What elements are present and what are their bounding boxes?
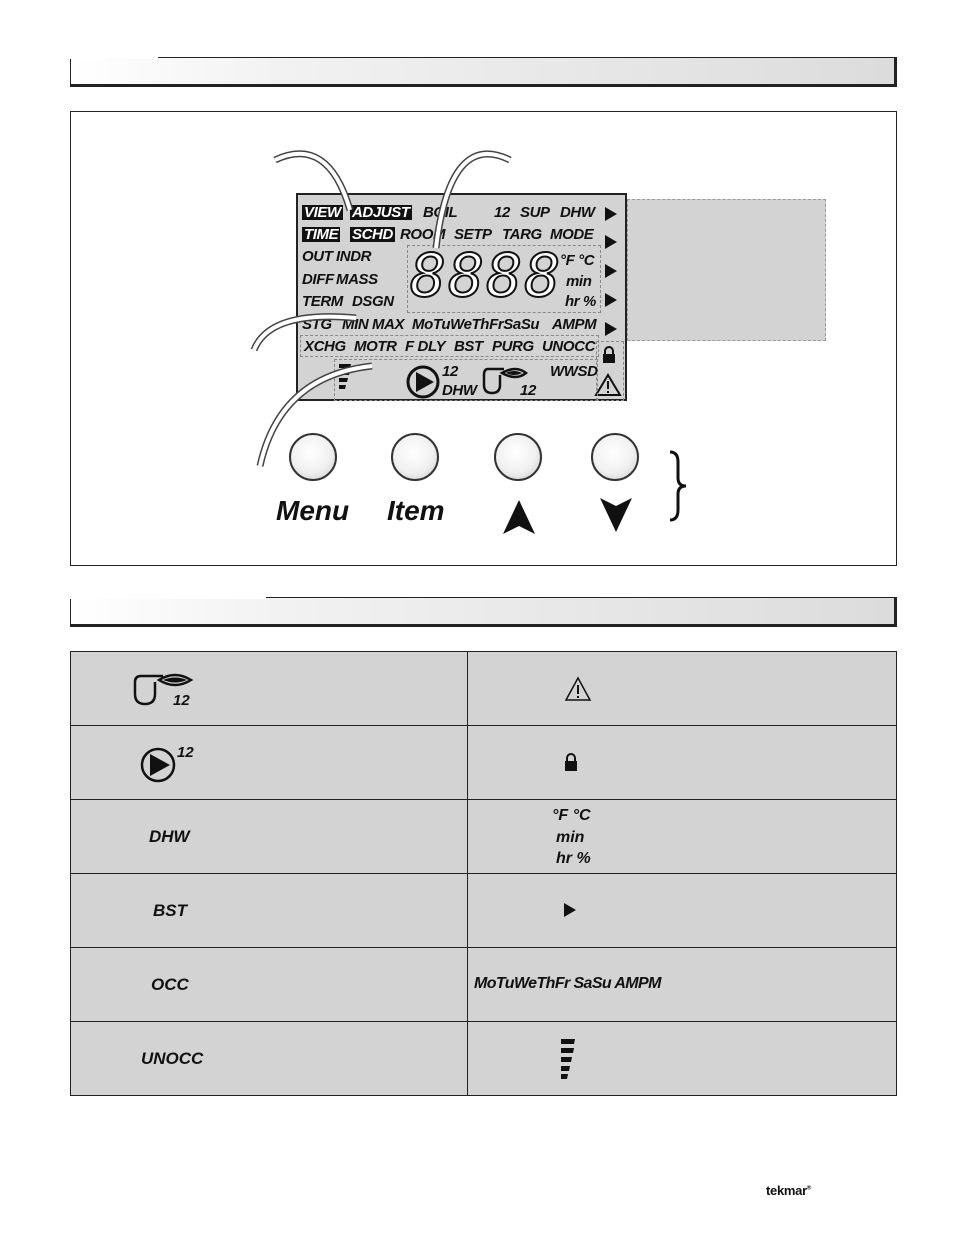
lcd-pointer-3-icon (605, 264, 617, 278)
up-arrow-icon (499, 496, 539, 536)
dhw-symbol: DHW (149, 827, 190, 846)
lcd-room: ROOM (400, 226, 446, 243)
table-row (71, 652, 897, 726)
brand-logo: tekmar® (766, 1183, 811, 1198)
symbol-cell (468, 1022, 897, 1096)
symbol-cell (468, 948, 897, 1022)
lcd-pointer-1-icon (605, 207, 617, 221)
lcd-pointer-2-icon (605, 235, 617, 249)
lcd-pointer-4-icon (605, 293, 617, 307)
lcd-pump-num: 12 (442, 363, 458, 380)
lcd-wwsd: WWSD (550, 363, 598, 380)
pointer-triangle-icon (564, 903, 576, 917)
item-button[interactable] (391, 433, 439, 481)
section-header-symbols (70, 597, 897, 627)
symbol-cell (468, 874, 897, 948)
lcd-diff: DIFF (302, 271, 334, 288)
section-header-display (70, 57, 897, 87)
lcd-digits: 8888 (410, 241, 563, 311)
lcd-mode: MODE (550, 226, 594, 243)
burner-num: 12 (173, 692, 190, 709)
lcd-indr: INDR (336, 248, 372, 265)
units-hr-symbol: hr % (556, 850, 591, 867)
lcd-schd: SCHD (352, 226, 393, 243)
lcd-view: VIEW (304, 204, 341, 221)
lcd-boil: BOIL (423, 204, 458, 221)
lcd-bottom-dhw: DHW (442, 382, 477, 399)
lcd-dhw: DHW (560, 204, 595, 221)
lcd-adjust: ADJUST (352, 204, 410, 221)
lcd-pointer-5-icon (605, 322, 617, 336)
callout-panel (627, 199, 826, 341)
lcd-units-hr: hr % (565, 293, 596, 310)
symbol-cell (468, 800, 897, 874)
days-ampm-symbol: MoTuWeThFr SaSu AMPM (474, 975, 661, 992)
units-min-symbol: min (556, 829, 585, 846)
table-row (71, 1022, 897, 1096)
symbol-cell (71, 874, 468, 948)
pump-num: 12 (177, 744, 194, 761)
symbol-table (70, 651, 897, 1096)
table-row (71, 874, 897, 948)
lcd-units-deg: °F °C (560, 252, 595, 269)
pump-icon (139, 746, 177, 784)
bst-symbol: BST (153, 901, 187, 920)
symbol-cell (468, 652, 897, 726)
lcd-time: TIME (304, 226, 339, 243)
lcd-fdly: F DLY (405, 338, 446, 355)
lcd-days: MoTuWeThFrSaSu (412, 316, 540, 333)
lcd-sup: SUP (520, 204, 550, 221)
lock-icon (564, 752, 578, 772)
callout-arrows (240, 140, 530, 470)
warning-icon (564, 676, 592, 702)
lcd-lock-icon (600, 345, 618, 365)
lcd-purg: PURG (492, 338, 534, 355)
lcd-ampm: AMPM (552, 316, 597, 333)
down-button[interactable] (591, 433, 639, 481)
lcd-bst: BST (454, 338, 483, 355)
lcd-motr: MOTR (354, 338, 397, 355)
lcd-mass: MASS (336, 271, 378, 288)
brace-icon (664, 450, 690, 522)
lcd-warning-icon (594, 373, 622, 397)
menu-button-label: Menu (276, 495, 350, 526)
lcd-out: OUT (302, 248, 333, 265)
unocc-symbol: UNOCC (141, 1049, 204, 1068)
symbol-cell (468, 726, 897, 800)
table-row (71, 948, 897, 1022)
symbol-cell (71, 800, 468, 874)
lcd-setp: SETP (454, 226, 492, 243)
lcd-min: MIN (342, 316, 369, 333)
item-button-label: Item (387, 495, 445, 526)
symbol-cell (71, 1022, 468, 1096)
lcd-xchg: XCHG (304, 338, 346, 355)
lcd-targ: TARG (502, 226, 542, 243)
lcd-dsgn: DSGN (352, 293, 394, 310)
units-deg-symbol: °F °C (552, 807, 591, 824)
lcd-max: MAX (372, 316, 405, 333)
lcd-unocc: UNOCC (542, 338, 595, 355)
lcd-units-min: min (566, 273, 592, 290)
table-row (71, 726, 897, 800)
lcd-burner-num: 12 (520, 382, 536, 399)
menu-button[interactable] (289, 433, 337, 481)
occ-symbol: OCC (151, 975, 189, 994)
burner-icon (133, 670, 203, 710)
symbol-cell (71, 652, 468, 726)
stage-bars-icon (560, 1038, 576, 1080)
up-button[interactable] (494, 433, 542, 481)
lcd-term: TERM (302, 293, 343, 310)
down-arrow-icon (596, 496, 636, 536)
table-row (71, 800, 897, 874)
symbol-cell (71, 726, 468, 800)
lcd-stg: STG (302, 316, 332, 333)
lcd-12: 12 (494, 204, 510, 221)
symbol-cell (71, 948, 468, 1022)
